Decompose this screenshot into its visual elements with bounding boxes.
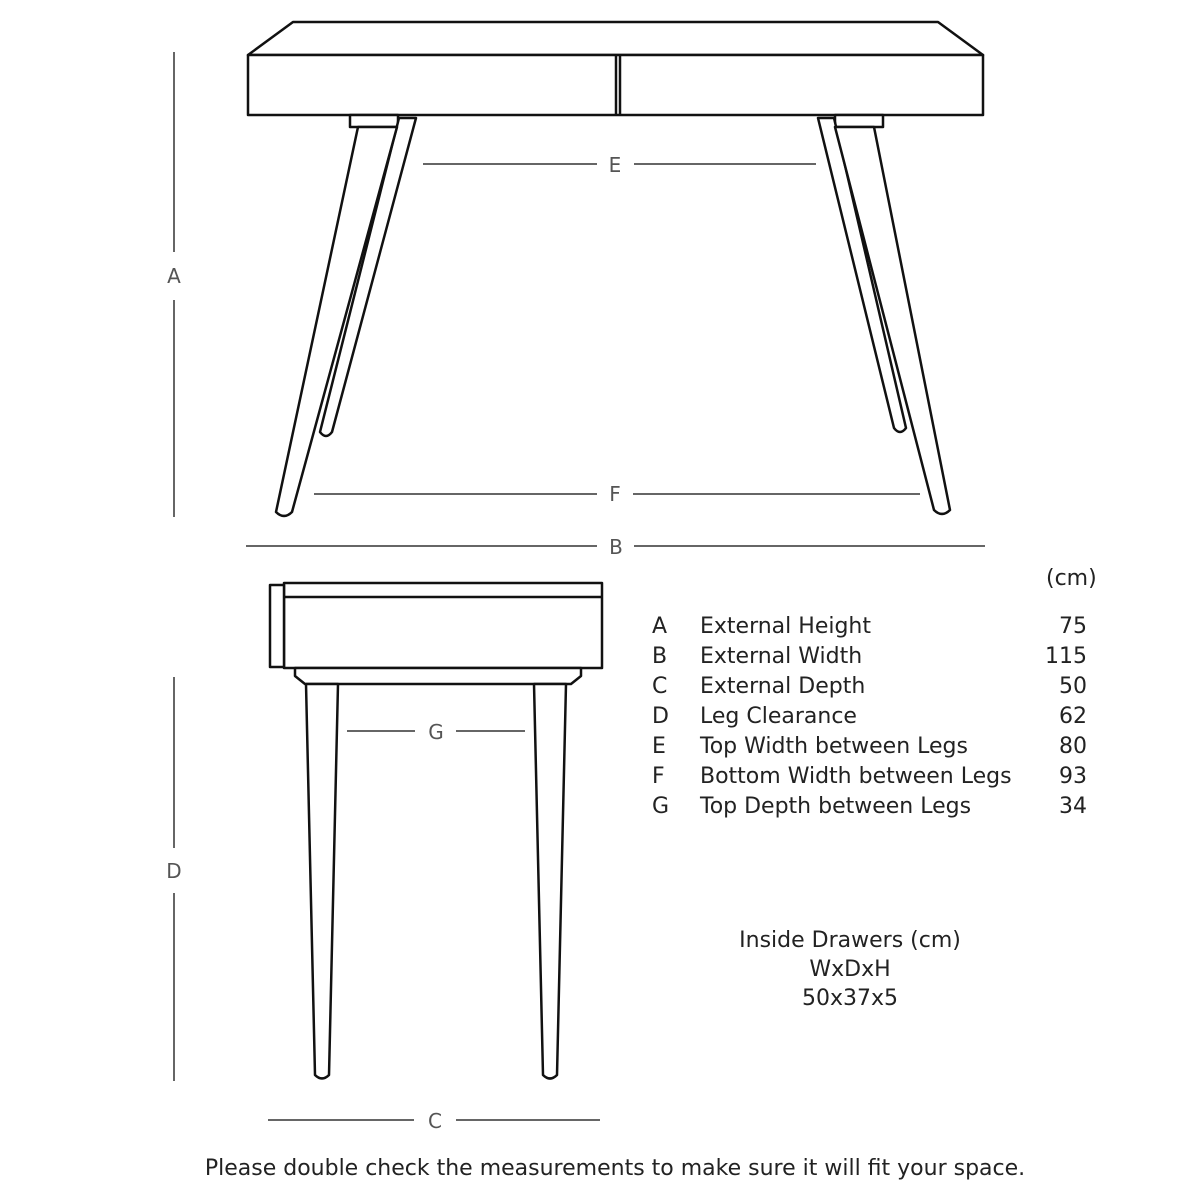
leg-block-right bbox=[835, 115, 883, 127]
front-view bbox=[248, 22, 983, 516]
measurement-label: Top Width between Legs bbox=[700, 734, 968, 759]
measurement-label: External Depth bbox=[700, 674, 866, 699]
dim-label-d: D bbox=[166, 859, 182, 883]
inside-drawers-dimensions: 50x37x5 bbox=[801, 986, 899, 1011]
front-leg-left bbox=[276, 127, 397, 516]
side-apron bbox=[295, 668, 581, 684]
measurement-code: E bbox=[652, 734, 666, 759]
measurement-value: 50 bbox=[1059, 674, 1087, 699]
measurement-label: External Height bbox=[700, 614, 871, 639]
inside-drawers-title: Inside Drawers (cm) bbox=[739, 928, 961, 953]
measurement-value: 115 bbox=[1045, 644, 1087, 669]
dim-label-a: A bbox=[167, 264, 181, 288]
measurements-table bbox=[652, 612, 1097, 822]
side-leg-back bbox=[534, 684, 566, 1079]
measurement-label: Bottom Width between Legs bbox=[700, 764, 1012, 789]
measurement-code: A bbox=[652, 614, 668, 639]
measurement-value: 93 bbox=[1059, 764, 1087, 789]
measurement-value: 62 bbox=[1059, 704, 1087, 729]
measurement-row bbox=[652, 732, 1097, 762]
footer-note: Please double check the measurements to make sure it will fit your space. bbox=[204, 1156, 1026, 1181]
measurement-row bbox=[652, 792, 1097, 822]
dim-label-c: C bbox=[428, 1109, 442, 1133]
side-leg-front bbox=[306, 684, 338, 1079]
measurement-label: Top Depth between Legs bbox=[700, 794, 972, 819]
dim-label-b: B bbox=[609, 535, 623, 559]
measurement-code: F bbox=[652, 764, 665, 789]
inside-drawers-info bbox=[700, 926, 1000, 1013]
measurement-row bbox=[652, 612, 1097, 642]
measurement-row bbox=[652, 642, 1097, 672]
measurement-row bbox=[652, 762, 1097, 792]
dim-label-f: F bbox=[609, 482, 621, 506]
measurement-value: 34 bbox=[1059, 794, 1087, 819]
measurement-code: C bbox=[652, 674, 668, 699]
measurement-code: G bbox=[652, 794, 670, 819]
measurement-row bbox=[652, 702, 1097, 732]
units-header: (cm) bbox=[1046, 566, 1097, 591]
inside-drawers-format: WxDxH bbox=[809, 957, 891, 982]
leg-block-left bbox=[350, 115, 398, 127]
desk-top-surface bbox=[248, 22, 983, 55]
drawer-front-handle bbox=[270, 585, 284, 667]
measurement-row bbox=[652, 672, 1097, 702]
measurement-value: 80 bbox=[1059, 734, 1087, 759]
measurement-code: D bbox=[652, 704, 669, 729]
side-view bbox=[270, 583, 602, 1079]
measurement-label: Leg Clearance bbox=[700, 704, 857, 729]
dim-label-e: E bbox=[608, 153, 622, 177]
dim-label-g: G bbox=[428, 720, 444, 744]
measurement-label: External Width bbox=[700, 644, 863, 669]
measurement-value: 75 bbox=[1059, 614, 1087, 639]
front-leg-right bbox=[835, 127, 950, 514]
measurement-code: B bbox=[652, 644, 668, 669]
